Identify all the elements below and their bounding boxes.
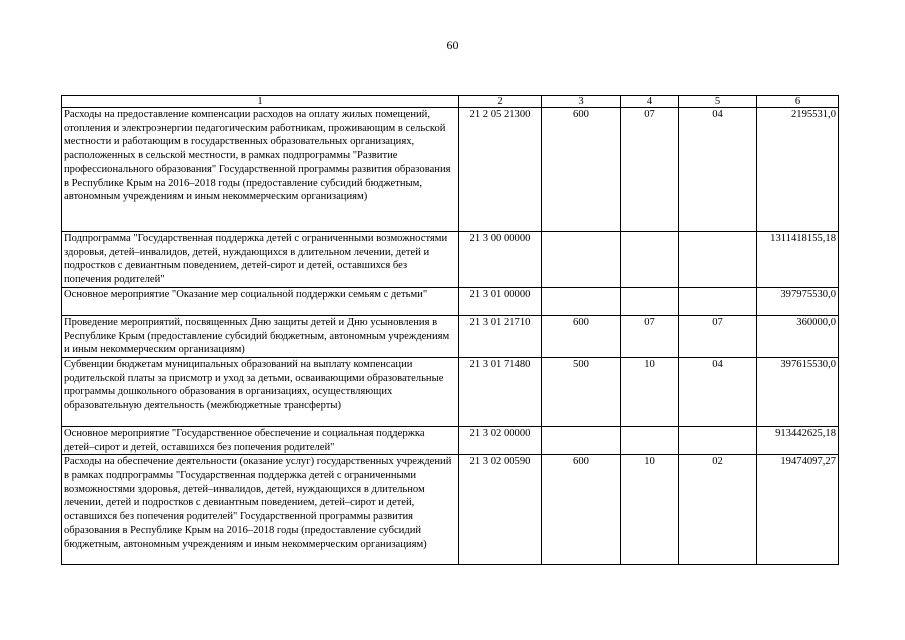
- row-subsection: [679, 426, 757, 454]
- row-subsection: 04: [679, 357, 757, 426]
- row-subsection: [679, 287, 757, 315]
- row-description: Субвенции бюджетам муниципальных образований на выплату компенсации родительской платы за присмотр и уход за детьми, осваивающими образовательные программы дошкольного образования в организациях, осуществляющих образовательную деятельность (межбюджетные трансферты): [62, 357, 459, 426]
- row-section: 07: [621, 108, 679, 232]
- row-expense-type: 500: [542, 357, 621, 426]
- row-target-code: 21 3 02 00000: [459, 426, 542, 454]
- header-col-2: 2: [459, 96, 542, 108]
- row-description: Основное мероприятие "Оказание мер социальной поддержки семьям с детьми": [62, 287, 459, 315]
- row-section: [621, 287, 679, 315]
- row-amount: 913442625,18: [757, 426, 839, 454]
- row-target-code: 21 3 01 21710: [459, 315, 542, 357]
- row-amount: 19474097,27: [757, 455, 839, 565]
- row-section: 10: [621, 357, 679, 426]
- row-amount: 397615530,0: [757, 357, 839, 426]
- header-col-4: 4: [621, 96, 679, 108]
- row-description: Подпрограмма "Государственная поддержка детей с ограниченными возможностями здоровья, детей–инвалидов, детей, нуждающихся в длительном лечении, детей и подростков с девиантным поведением, детей-сирот и детей, оставшихся без попечения родителей": [62, 232, 459, 288]
- table-row: [62, 232, 839, 288]
- row-expense-type: 600: [542, 108, 621, 232]
- header-col-6: 6: [757, 96, 839, 108]
- row-target-code: 21 3 01 00000: [459, 287, 542, 315]
- row-target-code: 21 3 02 00590: [459, 455, 542, 565]
- row-amount: 360000,0: [757, 315, 839, 357]
- table-row: [62, 108, 839, 232]
- row-amount: 397975530,0: [757, 287, 839, 315]
- page-number: 60: [446, 38, 459, 52]
- row-section: [621, 426, 679, 454]
- row-description: Основное мероприятие "Государственное обеспечение и социальная поддержка детей–сирот и детей, оставшихся без попечения родителей": [62, 426, 459, 454]
- row-amount: 1311418155,18: [757, 232, 839, 288]
- header-col-3: 3: [542, 96, 621, 108]
- table-row: [62, 426, 839, 454]
- table-row: [62, 315, 839, 357]
- row-section: 07: [621, 315, 679, 357]
- row-subsection: 04: [679, 108, 757, 232]
- table-row: [62, 455, 839, 565]
- row-subsection: 02: [679, 455, 757, 565]
- row-target-code: 21 3 01 71480: [459, 357, 542, 426]
- table-row: [62, 357, 839, 426]
- table-row: [62, 287, 839, 315]
- row-expense-type: 600: [542, 315, 621, 357]
- row-description: Расходы на предоставление компенсации расходов на оплату жилых помещений, отопления и электроэнергии педагогическим работникам, проживающим в сельской местности и работающим в государственных образовательных организациях, расположенных в сельской местности, в рамках подпрограммы "Развитие профессионального образования" Государственной программы развития образования в Республике Крым на 2016–2018 годы (предоставление субсидий бюджетным, автономным учреждениям и иным некоммерческим организациям): [62, 108, 459, 232]
- row-expense-type: [542, 287, 621, 315]
- row-section: [621, 232, 679, 288]
- budget-table: [61, 95, 839, 565]
- row-description: Расходы на обеспечение деятельности (оказание услуг) государственных учреждений в рамках подпрограммы "Государственная поддержка детей с ограниченными возможностями здоровья, детей–инвалидов, детей, нуждающихся в длительном лечении, детей и подростков с девиантным поведением, детей–сирот и детей, оставшихся без попечения родителей" Государственной программы развития образования в Республике Крым на 2016–2018 годы (предоставление субсидий бюджетным, автономным учреждениям и иным некоммерческим организациям): [62, 455, 459, 565]
- row-subsection: 07: [679, 315, 757, 357]
- row-section: 10: [621, 455, 679, 565]
- row-amount: 2195531,0: [757, 108, 839, 232]
- row-expense-type: 600: [542, 455, 621, 565]
- row-expense-type: [542, 426, 621, 454]
- row-subsection: [679, 232, 757, 288]
- row-description: Проведение мероприятий, посвященных Дню защиты детей и Дню усыновления в Республике Крым (предоставление субсидий бюджетным, автономным учреждениям и иным некоммерческим организациям): [62, 315, 459, 357]
- header-col-1: 1: [62, 96, 459, 108]
- row-expense-type: [542, 232, 621, 288]
- row-target-code: 21 2 05 21300: [459, 108, 542, 232]
- header-col-5: 5: [679, 96, 757, 108]
- row-target-code: 21 3 00 00000: [459, 232, 542, 288]
- table-header-row: [62, 96, 839, 108]
